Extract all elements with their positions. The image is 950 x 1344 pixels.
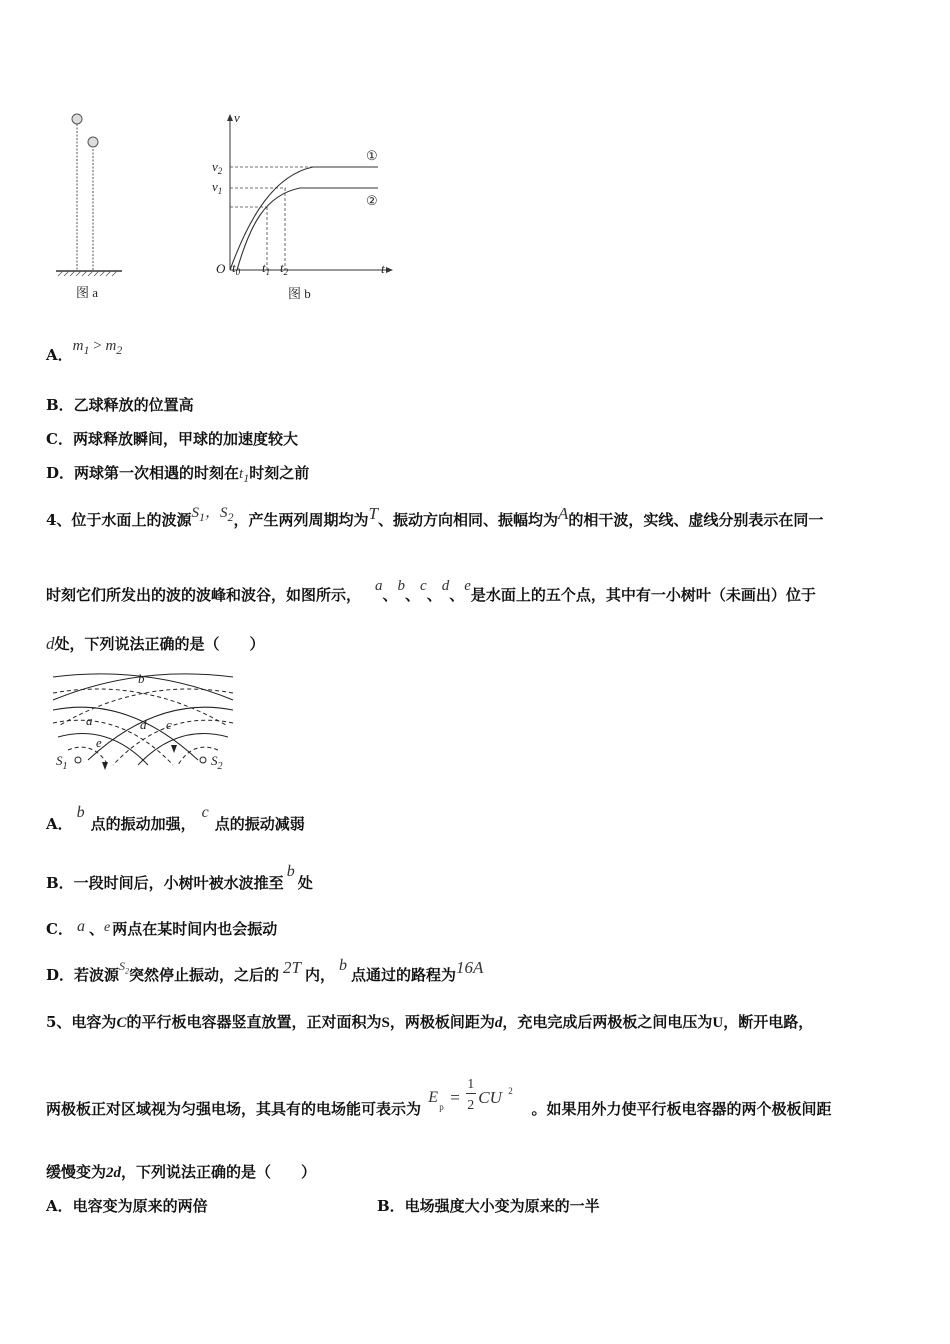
q4-option-a[interactable]: A．b点的振动加强，c点的振动减弱: [46, 804, 305, 833]
q4-option-c[interactable]: C． a 、e 两点在某时间内也会振动: [46, 918, 278, 938]
point-b: b: [138, 671, 145, 686]
q3-option-d[interactable]: D．两球第一次相遇的时刻在$t_1$时刻之前: [46, 464, 310, 485]
q4-stem-line1: 4、位于水面上的波源$S_1$，$S_2$，产生两列周期均为T、振动方向相同、振幅均为A的相干波，实线、虚线分别表示在同一: [46, 504, 824, 529]
fig-b-caption: 图 b: [288, 286, 311, 301]
q5-option-a[interactable]: A．电容变为原来的两倍: [46, 1197, 208, 1215]
curve-1: [230, 167, 378, 270]
svg-text:t2: $t_2$: [280, 260, 289, 277]
q4-option-b[interactable]: B．一段时间后，小树叶被水波推至b处: [46, 863, 313, 892]
figure-a: [50, 108, 140, 308]
svg-text:O: O: [216, 261, 226, 276]
svg-text:t: t: [381, 261, 385, 276]
q3-option-b[interactable]: B．乙球释放的位置高: [46, 396, 194, 414]
svg-text:t1: $t_1$: [262, 260, 271, 277]
svg-text:t0: $t_0$: [232, 260, 241, 277]
q4-option-d[interactable]: D．若波源$^{S_2}$突然停止振动，之后的 2T 内，b点通过的路程为16A: [46, 957, 484, 984]
svg-text:S1: $S_1$: [56, 753, 68, 772]
q3-option-c[interactable]: C．两球释放瞬间，甲球的加速度较大: [46, 430, 298, 448]
point-d: d: [140, 717, 147, 732]
q4-stem-line2: 时刻它们所发出的波的波峰和波谷，如图所示， a、b、c、d、e是水面上的五个点，其中有一小树叶（未画出）位于: [46, 578, 816, 604]
curve-1-label: ①: [366, 148, 378, 163]
fig-a-caption: 图 a: [76, 285, 99, 300]
source-s2: [200, 757, 206, 763]
ball-1: [72, 114, 82, 124]
point-a: a: [86, 713, 93, 728]
point-e: e: [96, 735, 102, 750]
svg-text:v: v: [234, 110, 240, 125]
svg-text:S2: $S_2$: [211, 753, 223, 772]
wave-figure: [48, 665, 238, 780]
curve-2-label: ②: [366, 193, 378, 208]
curve-2: [237, 188, 378, 270]
q3-option-a[interactable]: A．$m_1 > m_2$: [46, 338, 123, 364]
svg-text:v2: $v_2$: [212, 159, 223, 176]
q5-option-b[interactable]: B．电场强度大小变为原来的一半: [377, 1197, 600, 1215]
ball-2: [88, 137, 98, 147]
source-s1: [75, 757, 81, 763]
svg-text:v1: $v_1$: [212, 179, 223, 196]
q5-stem-line1: 5、电容为C的平行板电容器竖直放置，正对面积为S，两极板间距为d，充电完成后两极板之间电压为U，断开电路，: [46, 1013, 814, 1031]
q4-stem-line3: d处，下列说法正确的是（ ）: [46, 634, 265, 653]
q5-stem-line3: 缓慢变为2d，下列说法正确的是（ ）: [46, 1163, 317, 1181]
point-c: c: [166, 717, 172, 732]
figure-b: [210, 110, 400, 310]
q5-stem-line2: 两极板正对区域视为匀强电场，其具有的电场能可表示为 E p = 1 2 CU 2 。如果用外力使平行板电容器的两个极板间距: [46, 1077, 832, 1118]
